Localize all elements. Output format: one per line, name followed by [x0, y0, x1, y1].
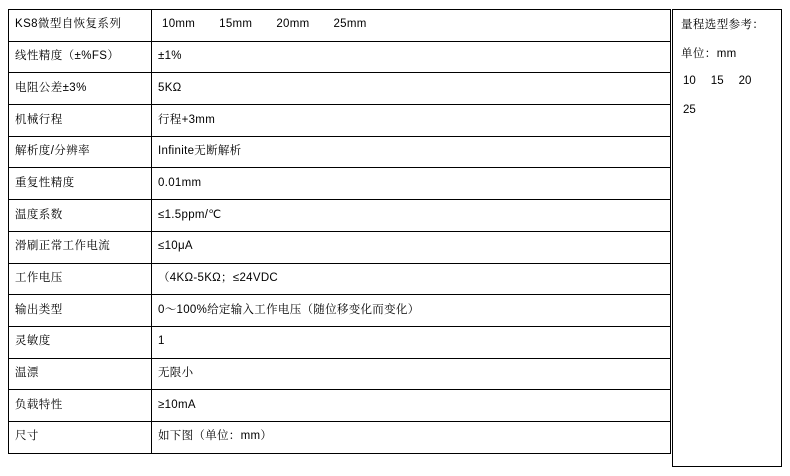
spec-value: 1: [152, 326, 671, 358]
table-row: [9, 231, 671, 263]
spec-label: KS8微型自恢复系列: [9, 10, 152, 42]
spec-value: （4KΩ-5KΩ；≤24VDC: [152, 263, 671, 295]
specification-table: [8, 9, 671, 454]
spec-label: 机械行程: [9, 105, 152, 137]
note-value: 25: [683, 103, 696, 116]
note-value: 10: [683, 75, 696, 88]
range-option: 25mm: [333, 18, 367, 31]
spec-label: 重复性精度: [9, 168, 152, 200]
table-row: [9, 421, 671, 453]
spec-value: 行程+3mm: [152, 105, 671, 137]
spec-value: ≤1.5ppm/℃: [152, 200, 671, 232]
table-row: [9, 105, 671, 137]
note-value: 20: [738, 75, 752, 88]
spec-value: 如下图（单位：mm）: [152, 421, 671, 453]
table-row: [9, 390, 671, 422]
spec-label: 滑刷正常工作电流: [9, 231, 152, 263]
table-row: [9, 200, 671, 232]
table-row: [9, 168, 671, 200]
spec-label: 负载特性: [9, 390, 152, 422]
spec-value: 无限小: [152, 358, 671, 390]
spec-label: 温漂: [9, 358, 152, 390]
note-value-row: [681, 74, 775, 90]
spec-label: 电阻公差±3%: [9, 73, 152, 105]
table-row: [9, 295, 671, 327]
table-row: [9, 263, 671, 295]
spec-label: 温度系数: [9, 200, 152, 232]
spec-label: 尺寸: [9, 421, 152, 453]
spec-label: 线性精度（±%FS）: [9, 41, 152, 73]
table-row: [9, 41, 671, 73]
note-unit: 单位：mm: [681, 47, 737, 60]
spec-value: 0～100%给定输入工作电压（随位移变化而变化）: [152, 295, 671, 327]
table-row: [9, 73, 671, 105]
spec-label: 灵敏度: [9, 326, 152, 358]
range-option-list: [162, 18, 664, 32]
spec-value: Infinite无断解析: [152, 136, 671, 168]
spec-value: 5KΩ: [152, 73, 671, 105]
table-row: [9, 358, 671, 390]
note-value: 15: [710, 75, 724, 88]
table-body: [9, 10, 671, 454]
spec-value-ranges: [152, 10, 671, 42]
spec-label: 解析度/分辨率: [9, 136, 152, 168]
spec-label: 工作电压: [9, 263, 152, 295]
range-selection-note: [672, 9, 782, 467]
spec-label: 输出类型: [9, 295, 152, 327]
spec-value: ±1%: [152, 41, 671, 73]
table-row: [9, 136, 671, 168]
range-option: 10mm: [162, 18, 196, 31]
spec-value: ≤10μA: [152, 231, 671, 263]
spec-value: ≥10mA: [152, 390, 671, 422]
note-title: 量程选型参考：: [681, 19, 765, 31]
range-option: 20mm: [276, 18, 310, 31]
range-option: 15mm: [219, 18, 253, 31]
spec-value: 0.01mm: [152, 168, 671, 200]
table-row: [9, 326, 671, 358]
table-row: [9, 10, 671, 42]
